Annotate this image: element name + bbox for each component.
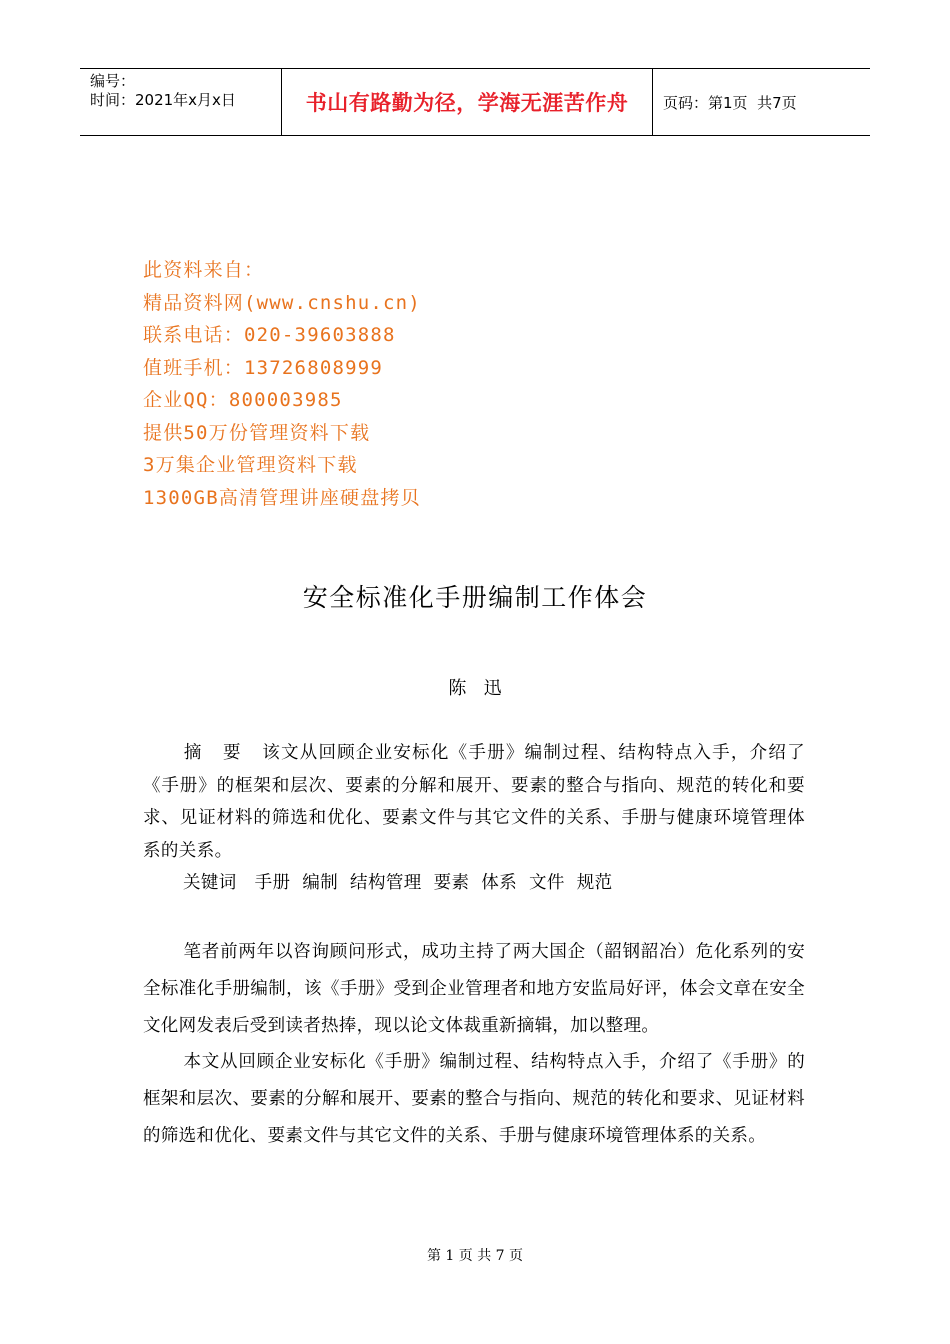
body-paragraph-2-text: 本文从回顾企业安标化《手册》编制过程、结构特点入手，介绍了《手册》的框架和层次、要素的分解和展开、要素的整合与指向、规范的转化和要求、见证材料的筛选和优化、要素文件与其它文件的关系、手册与健康环境管理体系的关系。: [143, 1052, 805, 1146]
abstract-text: 该文从回顾企业安标化《手册》编制过程、结构特点入手，介绍了《手册》的框架和层次、要素的分解和展开、要素的整合与指向、规范的转化和要求、见证材料的筛选和优化、要素文件与其它文件的关系、手册与健康环境管理体系的关系。: [143, 743, 805, 862]
header-meta-cell: [80, 69, 282, 135]
header-table: [80, 68, 870, 136]
source-line: 3万集企业管理资料下载: [143, 454, 358, 476]
document-author: 陈 迅: [448, 678, 502, 699]
source-line: 提供50万份管理资料下载: [143, 421, 371, 444]
keywords-text: 手册 编制 结构管理 要素 体系 文件 规范: [254, 873, 613, 893]
body-paragraph-1-text: 笔者前两年以咨询顾问形式，成功主持了两大国企（韶钢韶冶）危化系列的安全标准化手册编制，该《手册》受到企业管理者和地方安监局好评，体会文章在安全文化网发表后受到读者热捧，现以论文体裁重新摘辑，加以整理。: [143, 942, 805, 1036]
header-motto: 书山有路勤为径，学海无涯苦作舟: [282, 69, 653, 135]
page-footer: 第 1 页 共 7 页: [426, 1248, 524, 1264]
abstract-paragraph: [143, 737, 805, 868]
body-paragraph-1: [143, 934, 805, 1044]
document-number-label: 编号：: [90, 72, 136, 90]
abstract-label: 摘 要: [183, 743, 242, 763]
keywords-label: 关键词: [183, 873, 237, 893]
source-line-qq: 企业QQ：800003985: [143, 389, 343, 411]
source-info-block: [143, 254, 663, 514]
source-line: 此资料来自：: [143, 259, 265, 281]
body-paragraph-2: [143, 1044, 805, 1154]
document-time-label: 时间：2021年x月x日: [90, 91, 236, 109]
source-line: 1300GB高清管理讲座硬盘拷贝: [143, 486, 421, 509]
keywords-paragraph: [143, 867, 805, 900]
header-page-info: 页码：第1页 共7页: [663, 93, 797, 112]
source-line-phone: 联系电话：020-39603888: [143, 324, 396, 346]
document-title: 安全标准化手册编制工作体会: [302, 583, 648, 612]
source-line-website: 精品资料网(www.cnshu.cn): [143, 291, 421, 314]
source-line-mobile: 值班手机：13726808999: [143, 356, 384, 379]
